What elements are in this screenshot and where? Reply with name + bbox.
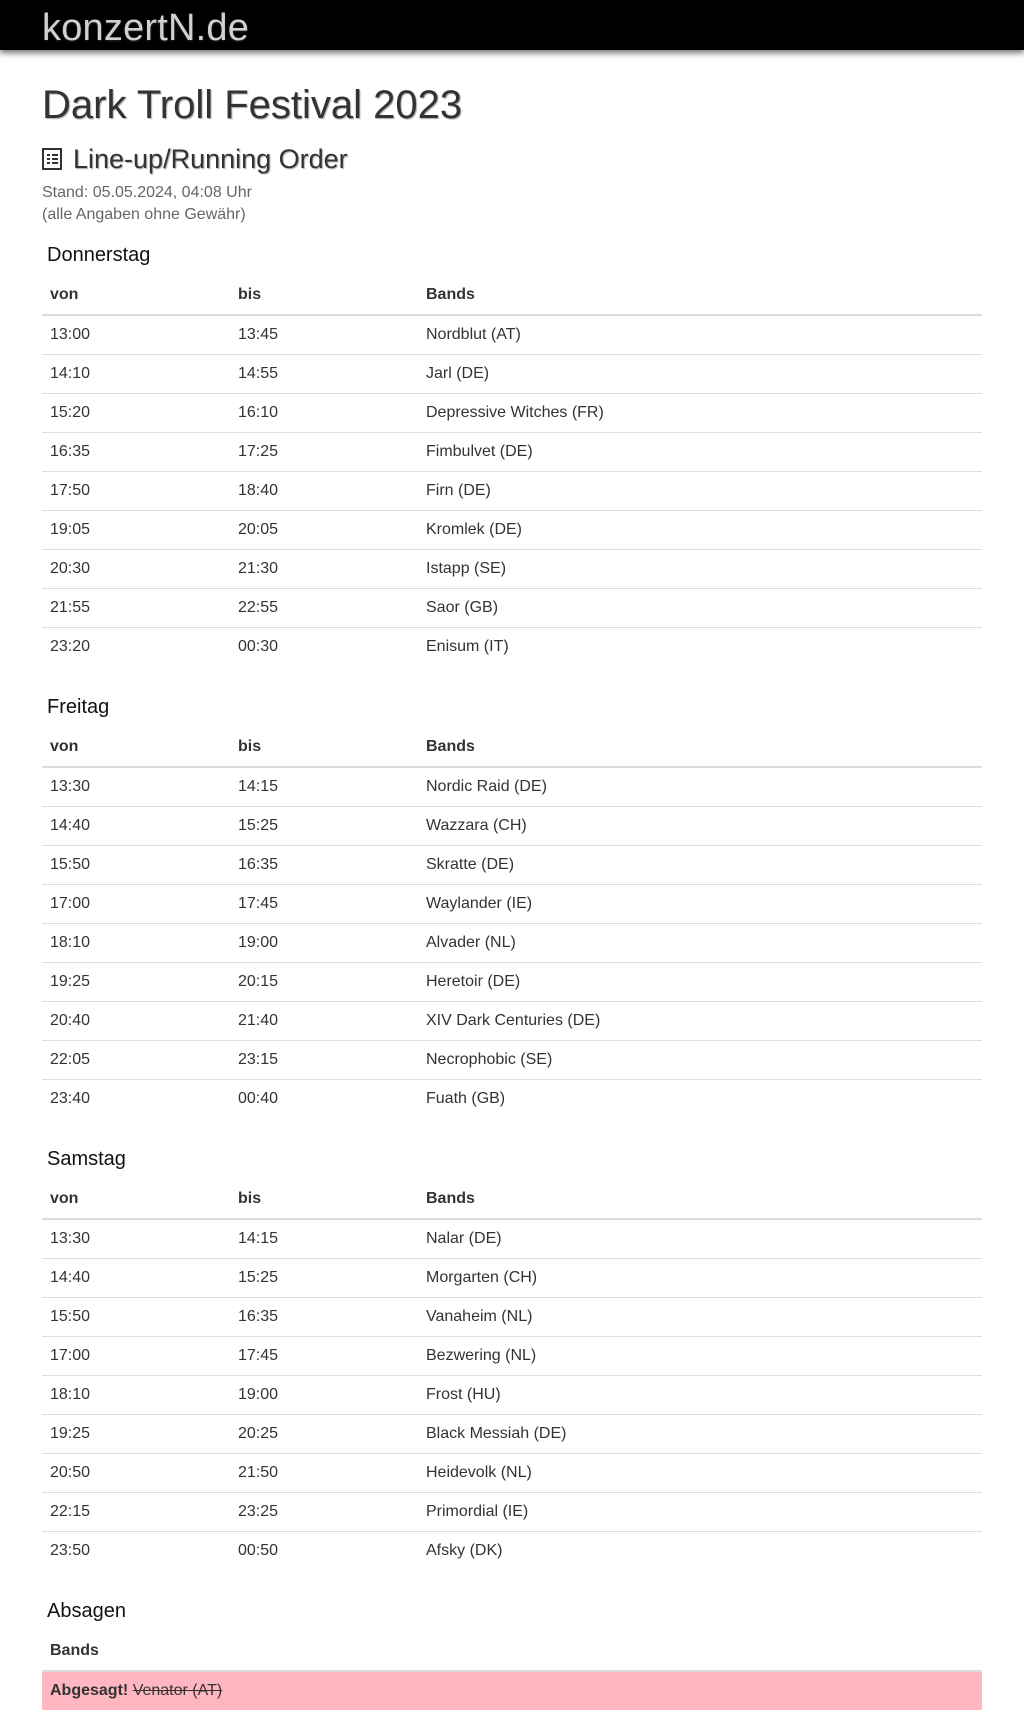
band-name: Kromlek (DE): [418, 511, 982, 550]
time-end: 16:35: [230, 1298, 418, 1337]
time-start: 14:40: [42, 807, 230, 846]
disclaimer: (alle Angaben ohne Gewähr): [42, 206, 246, 223]
time-start: 23:40: [42, 1080, 230, 1119]
day-title-freitag: Freitag: [47, 696, 110, 718]
header-von: von: [42, 1180, 230, 1219]
table-row: [42, 1002, 982, 1041]
band-name: Nordblut (AT): [426, 326, 521, 343]
list-icon: [42, 148, 62, 170]
table-header-row: [42, 1180, 982, 1219]
time-end: 15:25: [230, 807, 418, 846]
time-end: 17:45: [230, 885, 418, 924]
band-name: Nordic Raid (DE): [426, 778, 547, 795]
section-heading: [42, 142, 982, 176]
time-end: 20:05: [230, 511, 418, 550]
band-name: Vanaheim (NL): [418, 1298, 982, 1337]
cancelled-badge: Abgesagt!: [50, 1682, 129, 1699]
table-row: [42, 1532, 982, 1571]
table-row: [42, 1041, 982, 1080]
table-header-row: [42, 728, 982, 767]
band-name: XIV Dark Centuries (DE): [418, 1002, 982, 1041]
schedule-table-donnerstag: [42, 276, 982, 666]
table-row: [42, 589, 982, 628]
main-content: [42, 80, 982, 1710]
time-end: 21:30: [230, 550, 418, 589]
header-bands: Bands: [42, 1632, 982, 1671]
time-end: 17:25: [230, 433, 418, 472]
header-bis: bis: [230, 728, 418, 767]
table-row: [42, 1493, 982, 1532]
header-von: von: [42, 728, 230, 767]
table-row: [42, 1415, 982, 1454]
time-end: 16:10: [230, 394, 418, 433]
time-start: 13:30: [50, 1230, 91, 1247]
time-start: 15:20: [42, 394, 230, 433]
cancellation-row: [42, 1671, 982, 1710]
table-row: [42, 885, 982, 924]
band-name: Saor (GB): [418, 589, 982, 628]
time-start: 19:05: [42, 511, 230, 550]
time-end: 17:45: [230, 1337, 418, 1376]
table-row: [42, 1259, 982, 1298]
time-end: 22:55: [230, 589, 418, 628]
band-name: Alvader (NL): [418, 924, 982, 963]
cancellations-title: Absagen: [47, 1600, 126, 1622]
band-name: Afsky (DK): [418, 1532, 982, 1571]
meta-info: [42, 182, 982, 226]
band-name: Enisum (IT): [418, 628, 982, 667]
time-start: 20:30: [42, 550, 230, 589]
time-start: 16:35: [42, 433, 230, 472]
table-row: [42, 1219, 982, 1259]
table-row: [42, 1080, 982, 1119]
stand-timestamp: Stand: 05.05.2024, 04:08 Uhr: [42, 184, 252, 201]
header-bands: Bands: [418, 1180, 982, 1219]
table-row: [42, 394, 982, 433]
band-name: Fimbulvet (DE): [418, 433, 982, 472]
table-row: [42, 1337, 982, 1376]
table-row: [42, 315, 982, 355]
band-name: Heidevolk (NL): [418, 1454, 982, 1493]
table-row: [42, 924, 982, 963]
band-name: Frost (HU): [418, 1376, 982, 1415]
time-end: 00:50: [230, 1532, 418, 1571]
time-start: 14:10: [42, 355, 230, 394]
time-start: 21:55: [42, 589, 230, 628]
time-start: 17:50: [42, 472, 230, 511]
time-start: 19:25: [42, 1415, 230, 1454]
table-row: [42, 628, 982, 667]
band-name: Depressive Witches (FR): [418, 394, 982, 433]
cancelled-band-name: Venator (AT): [132, 1682, 223, 1699]
table-row: [42, 767, 982, 807]
navbar: [0, 0, 1024, 50]
time-end: 19:00: [230, 1376, 418, 1415]
time-end: 14:15: [238, 1230, 279, 1247]
day-title-samstag: Samstag: [47, 1148, 126, 1170]
time-start: 18:10: [42, 924, 230, 963]
schedule-table-samstag: [42, 1180, 982, 1570]
band-name: Black Messiah (DE): [418, 1415, 982, 1454]
table-row: [42, 963, 982, 1002]
band-name: Firn (DE): [418, 472, 982, 511]
time-end: 15:25: [230, 1259, 418, 1298]
table-row: [42, 511, 982, 550]
table-row: [42, 1298, 982, 1337]
time-end: 21:50: [230, 1454, 418, 1493]
table-row: [42, 1454, 982, 1493]
table-row: [42, 550, 982, 589]
header-bands: Bands: [418, 728, 982, 767]
table-row: [42, 846, 982, 885]
table-row: [42, 472, 982, 511]
band-name: Bezwering (NL): [418, 1337, 982, 1376]
time-start: 15:50: [42, 846, 230, 885]
time-end: 14:55: [230, 355, 418, 394]
header-von: von: [42, 276, 230, 315]
time-end: 20:25: [230, 1415, 418, 1454]
table-header-row: [42, 1632, 982, 1671]
table-row: [42, 355, 982, 394]
time-start: 20:40: [42, 1002, 230, 1041]
time-start: 17:00: [42, 1337, 230, 1376]
time-start: 13:30: [50, 778, 91, 795]
time-end: 14:15: [238, 778, 279, 795]
band-name: Skratte (DE): [418, 846, 982, 885]
table-row: [42, 1376, 982, 1415]
table-row: [42, 433, 982, 472]
day-title-donnerstag: Donnerstag: [47, 244, 151, 266]
time-start: 14:40: [42, 1259, 230, 1298]
band-name: Heretoir (DE): [418, 963, 982, 1002]
cancellation-cell: [42, 1671, 982, 1710]
time-start: 22:15: [42, 1493, 230, 1532]
band-name: Necrophobic (SE): [418, 1041, 982, 1080]
band-name: Wazzara (CH): [418, 807, 982, 846]
header-bands: Bands: [418, 276, 982, 315]
header-bis: bis: [230, 276, 418, 315]
band-name: Jarl (DE): [418, 355, 982, 394]
time-start: 20:50: [42, 1454, 230, 1493]
cancellations-table: [42, 1632, 982, 1710]
time-end: 13:45: [238, 326, 279, 343]
table-header-row: [42, 276, 982, 315]
time-start: 23:50: [42, 1532, 230, 1571]
time-end: 23:25: [230, 1493, 418, 1532]
schedule-table-freitag: [42, 728, 982, 1118]
band-name: Waylander (IE): [418, 885, 982, 924]
time-end: 19:00: [230, 924, 418, 963]
section-title: Line-up/Running Order: [73, 144, 348, 174]
time-end: 16:35: [230, 846, 418, 885]
time-start: 17:00: [42, 885, 230, 924]
band-name: Morgarten (CH): [418, 1259, 982, 1298]
time-start: 22:05: [42, 1041, 230, 1080]
time-start: 23:20: [42, 628, 230, 667]
band-name: Primordial (IE): [418, 1493, 982, 1532]
time-end: 21:40: [230, 1002, 418, 1041]
time-start: 19:25: [42, 963, 230, 1002]
time-end: 20:15: [230, 963, 418, 1002]
time-end: 00:40: [230, 1080, 418, 1119]
band-name: Fuath (GB): [418, 1080, 982, 1119]
brand-logo-link[interactable]: konzertN.de: [42, 7, 250, 49]
time-end: 23:15: [230, 1041, 418, 1080]
page-title: Dark Troll Festival 2023: [42, 83, 463, 127]
band-name: Istapp (SE): [418, 550, 982, 589]
time-end: 18:40: [230, 472, 418, 511]
time-start: 13:00: [50, 326, 91, 343]
time-start: 18:10: [42, 1376, 230, 1415]
table-row: [42, 807, 982, 846]
header-bis: bis: [230, 1180, 418, 1219]
band-name: Nalar (DE): [426, 1230, 502, 1247]
time-start: 15:50: [42, 1298, 230, 1337]
time-end: 00:30: [230, 628, 418, 667]
